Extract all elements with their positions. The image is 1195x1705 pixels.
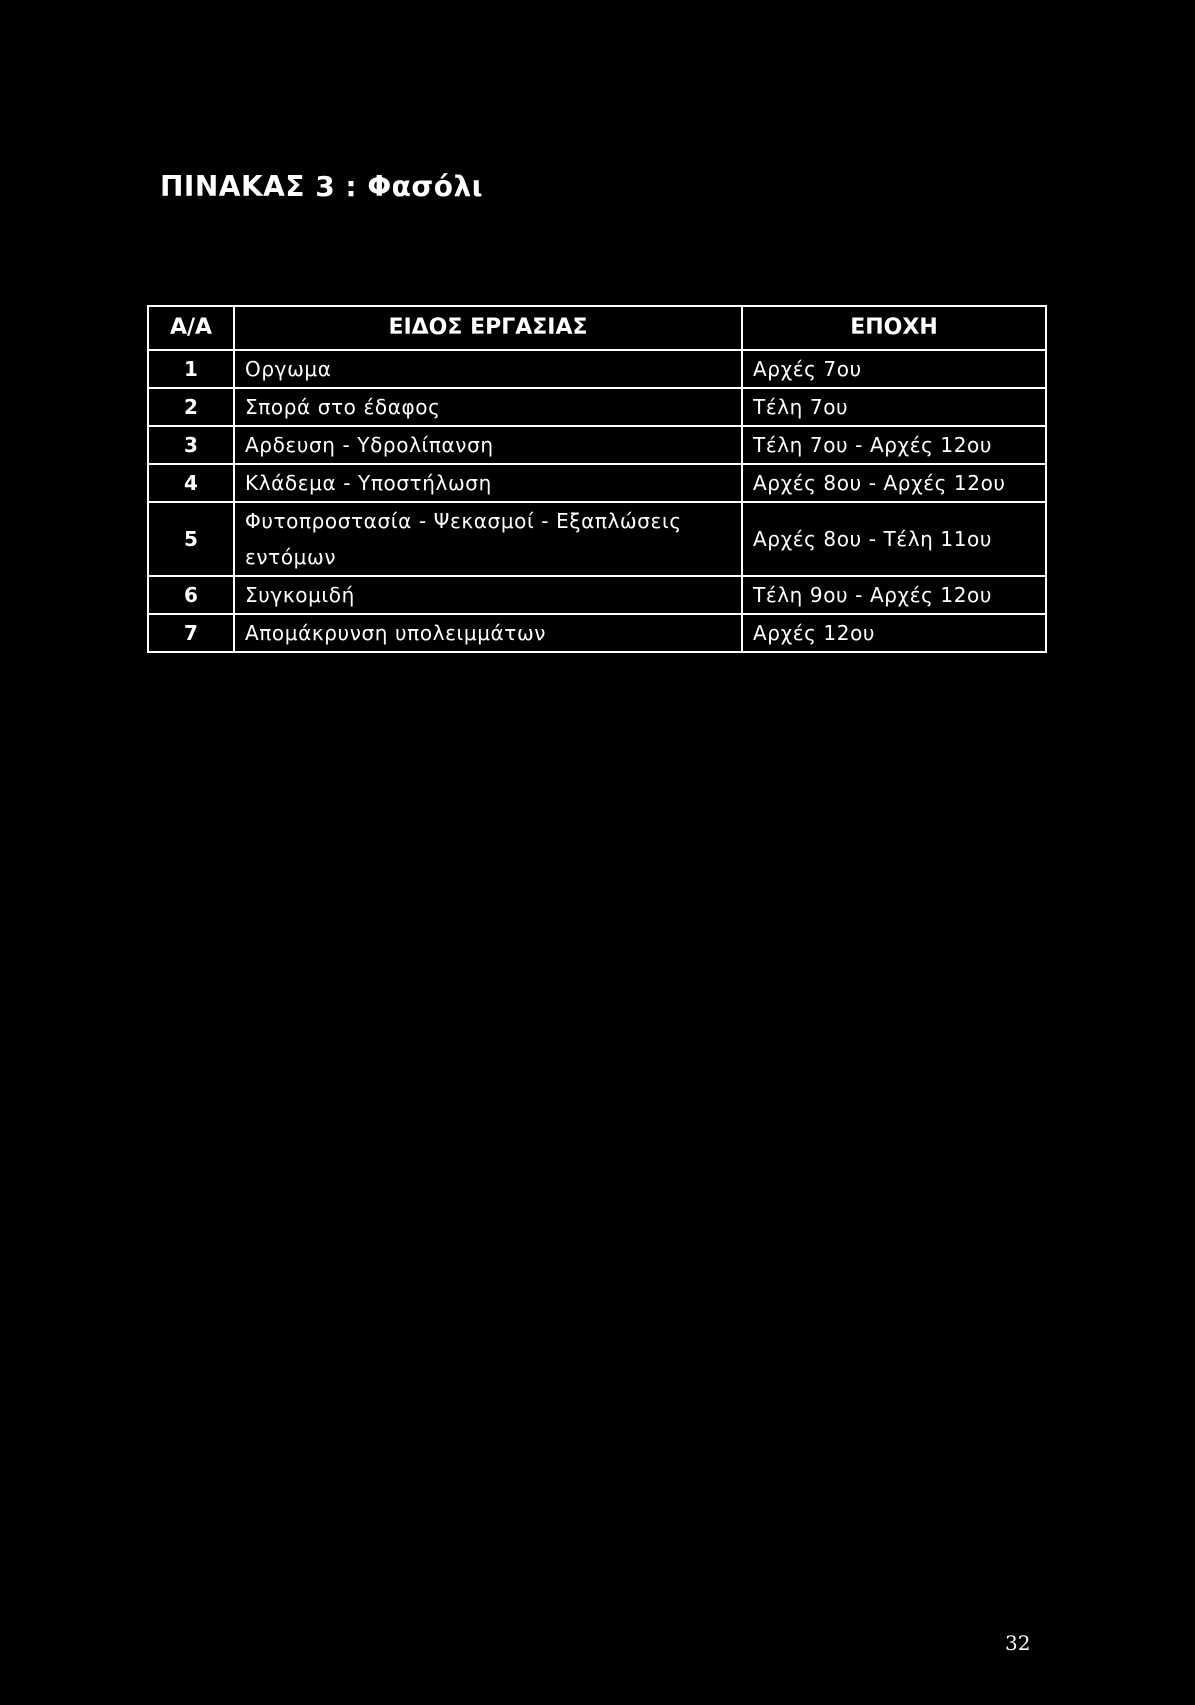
- season-cell: Τέλη 9ου - Αρχές 12ου: [742, 576, 1046, 614]
- task-cell: Συγκομιδή: [234, 576, 742, 614]
- page-number: 32: [1005, 1631, 1031, 1655]
- row-number: 2: [148, 388, 234, 426]
- task-cell: Σπορά στο έδαφος: [234, 388, 742, 426]
- row-number: 3: [148, 426, 234, 464]
- season-cell: Τέλη 7ου: [742, 388, 1046, 426]
- row-number: 7: [148, 614, 234, 652]
- table-row: [148, 464, 1046, 502]
- row-number: 1: [148, 350, 234, 388]
- page-title: ΠΙΝΑΚΑΣ 3 : Φασόλι: [160, 170, 484, 203]
- task-cell: Αρδευση - Υδρολίπανση: [234, 426, 742, 464]
- table-row: [148, 350, 1046, 388]
- table-row: [148, 614, 1046, 652]
- task-cell: Φυτοπροστασία - Ψεκασμοί - Εξαπλώσεις εντόμων: [234, 502, 742, 576]
- table-row: [148, 576, 1046, 614]
- column-header-season: ΕΠΟΧΗ: [742, 306, 1046, 350]
- column-header-task: ΕΙΔΟΣ ΕΡΓΑΣΙΑΣ: [234, 306, 742, 350]
- task-cell: Απομάκρυνση υπολειμμάτων: [234, 614, 742, 652]
- work-schedule-table: [147, 305, 1047, 653]
- task-cell: Οργωμα: [234, 350, 742, 388]
- task-cell: Κλάδεμα - Υποστήλωση: [234, 464, 742, 502]
- column-header-num: Α/Α: [148, 306, 234, 350]
- row-number: 5: [148, 502, 234, 576]
- row-number: 6: [148, 576, 234, 614]
- season-cell: Αρχές 7ου: [742, 350, 1046, 388]
- table-row: [148, 426, 1046, 464]
- season-cell: Αρχές 8ου - Αρχές 12ου: [742, 464, 1046, 502]
- season-cell: Τέλη 7ου - Αρχές 12ου: [742, 426, 1046, 464]
- table-header-row: [148, 306, 1046, 350]
- season-cell: Αρχές 8ου - Τέλη 11ου: [742, 502, 1046, 576]
- table-row: [148, 388, 1046, 426]
- row-number: 4: [148, 464, 234, 502]
- table-row: [148, 502, 1046, 576]
- season-cell: Αρχές 12ου: [742, 614, 1046, 652]
